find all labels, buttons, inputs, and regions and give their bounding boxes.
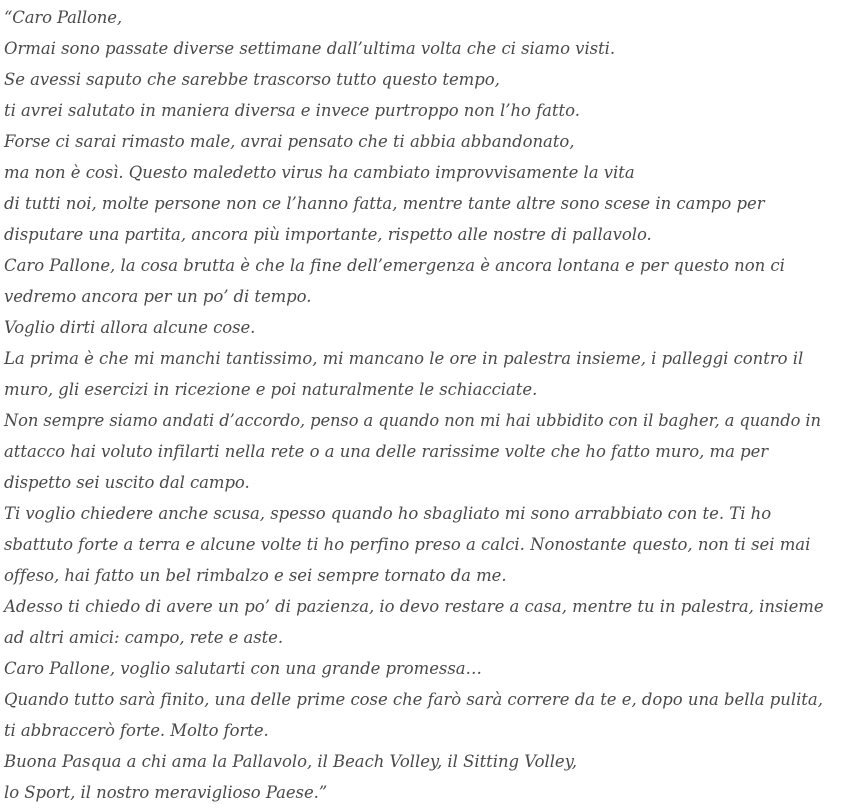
letter-line: Se avessi saputo che sarebbe trascorso tutto questo tempo,: [4, 70, 500, 89]
letter-line: La prima è che mi manchi tantissimo, mi mancano le ore in palestra insieme, i palleggi contro il: [4, 349, 804, 368]
letter-line: ad altri amici: campo, rete e aste.: [4, 628, 284, 647]
letter-line: Caro Pallone, la cosa brutta è che la fine dell’emergenza è ancora lontana e per questo non ci: [4, 256, 785, 275]
letter-line: Quando tutto sarà finito, una delle prime cose che farò sarà correre da te e, dopo una bella pulita,: [4, 690, 823, 709]
letter-line: offeso, hai fatto un bel rimbalzo e sei sempre tornato da me.: [4, 566, 507, 585]
letter-line: Adesso ti chiedo di avere un po’ di pazienza, io devo restare a casa, mentre tu in palestra, insieme: [4, 597, 824, 616]
letter-line: Voglio dirti allora alcune cose.: [4, 318, 256, 337]
letter-line: lo Sport, il nostro meraviglioso Paese.”: [4, 783, 328, 802]
letter-line: attacco hai voluto infilarti nella rete o a una delle rarissime volte che ho fatto muro, ma per: [4, 442, 769, 461]
letter-line: disputare una partita, ancora più importante, rispetto alle nostre di pallavolo.: [4, 225, 652, 244]
letter-line: ti abbraccerò forte. Molto forte.: [4, 721, 269, 740]
letter-line: Non sempre siamo andati d’accordo, penso a quando non mi hai ubbidito con il bagher, a quando in: [4, 411, 821, 430]
letter-line: dispetto sei uscito dal campo.: [4, 473, 250, 492]
letter-line: vedremo ancora per un po’ di tempo.: [4, 287, 312, 306]
letter-line: sbattuto forte a terra e alcune volte ti ho perfino preso a calci. Nonostante questo, non ti sei mai: [4, 535, 811, 554]
letter-line: “Caro Pallone,: [4, 8, 122, 27]
letter-line: Forse ci sarai rimasto male, avrai pensato che ti abbia abbandonato,: [4, 132, 575, 151]
letter-line: Ti voglio chiedere anche scusa, spesso quando ho sbagliato mi sono arrabbiato con te. Ti ho: [4, 504, 772, 523]
letter-line: Caro Pallone, voglio salutarti con una grande promessa…: [4, 659, 482, 678]
letter-text: [4, 2, 842, 808]
letter-line: Buona Pasqua a chi ama la Pallavolo, il Beach Volley, il Sitting Volley,: [4, 752, 577, 771]
letter-line: ti avrei salutato in maniera diversa e invece purtroppo non l’ho fatto.: [4, 101, 580, 120]
letter-line: muro, gli esercizi in ricezione e poi naturalmente le schiacciate.: [4, 380, 538, 399]
letter-line: Ormai sono passate diverse settimane dall’ultima volta che ci siamo visti.: [4, 39, 616, 58]
letter-line: di tutti noi, molte persone non ce l’hanno fatta, mentre tante altre sono scese in campo per: [4, 194, 765, 213]
letter-line: ma non è così. Questo maledetto virus ha cambiato improvvisamente la vita: [4, 163, 635, 182]
